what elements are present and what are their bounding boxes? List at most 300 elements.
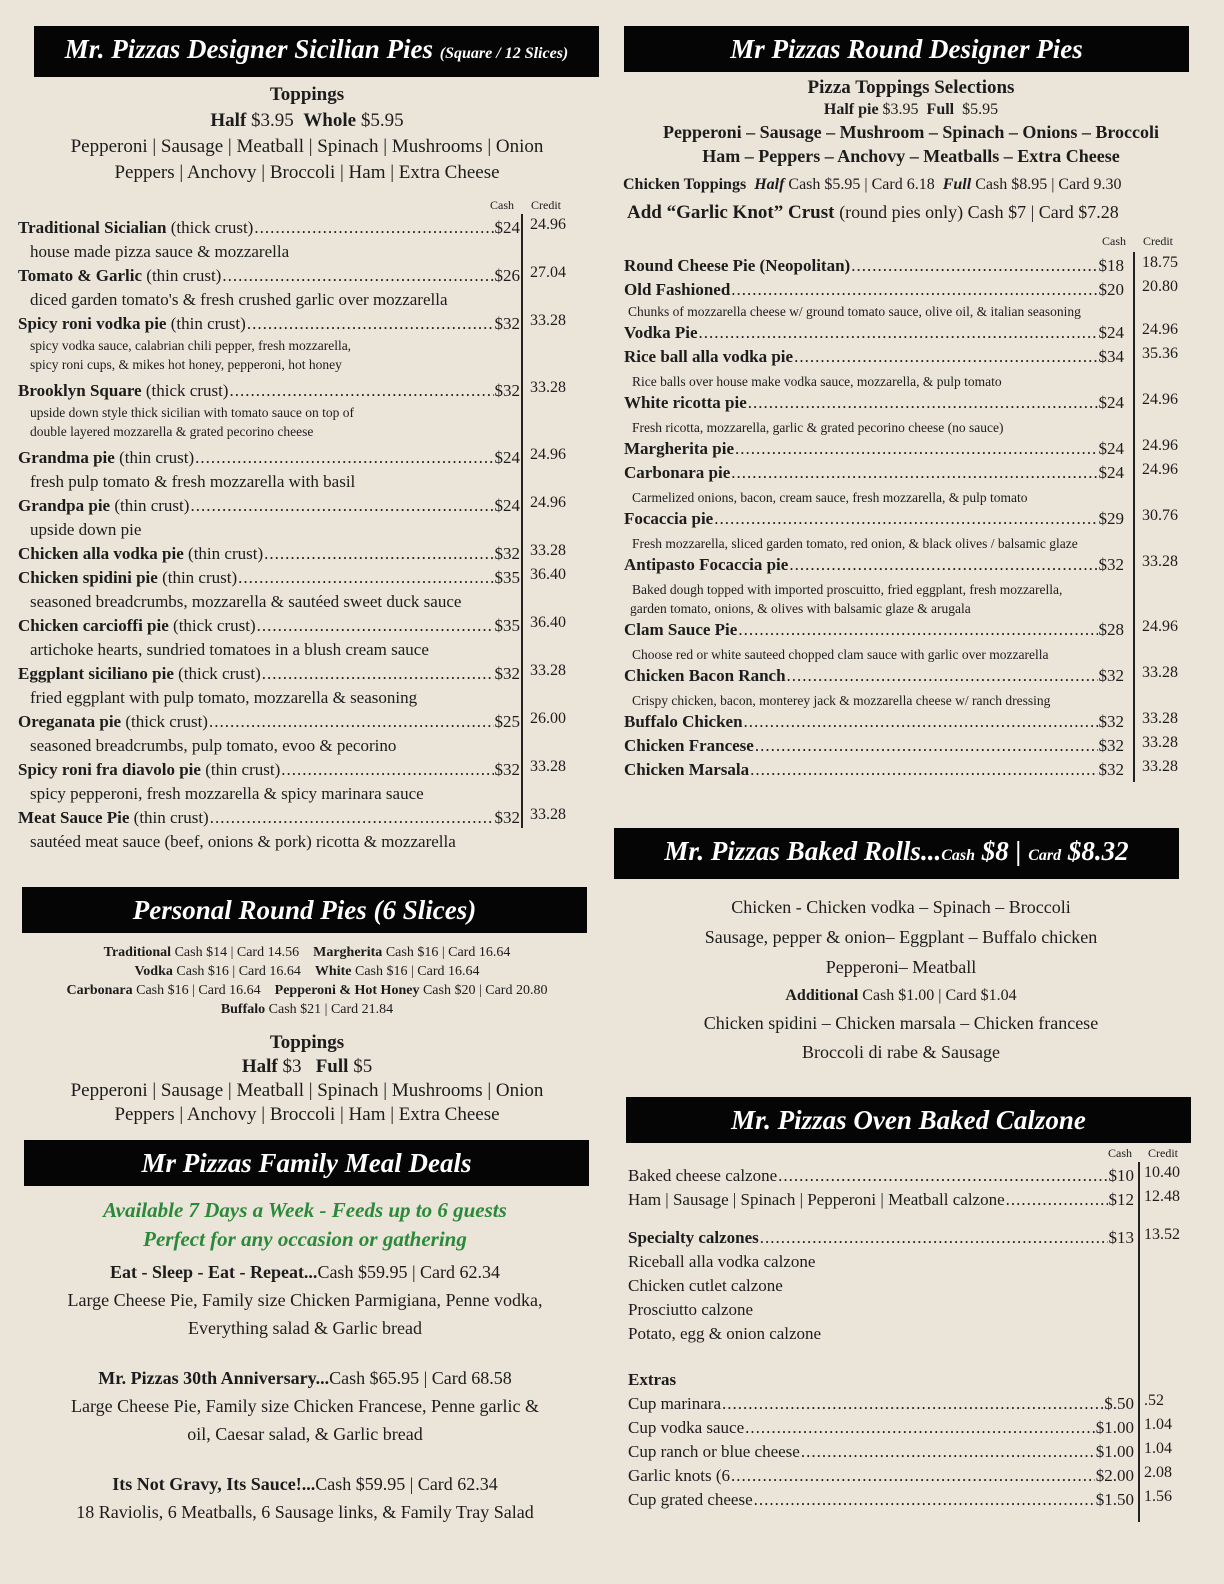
round-item-cash: $32 <box>1098 760 1124 779</box>
leader-dots <box>699 321 1098 345</box>
round-item-row <box>624 618 1124 642</box>
leader-dots <box>229 379 493 403</box>
sicilian-item-name: Chicken alla vodka pie <box>18 544 184 563</box>
rolls-sep: | <box>1015 836 1022 866</box>
round-item-row <box>624 254 1124 278</box>
round-item-name: Vodka Pie <box>624 323 698 342</box>
sicilian-divider <box>521 214 523 828</box>
leader-dots <box>801 1440 1095 1464</box>
family-deal-heading <box>10 1470 600 1498</box>
round-item-name: Rice ball alla vodka pie <box>624 347 794 366</box>
round-banner <box>624 26 1189 72</box>
sicilian-cash-header: Cash <box>490 198 514 212</box>
round-chicken-label: Chicken Toppings <box>623 176 747 193</box>
personal-item-name: Margherita <box>313 945 383 960</box>
personal-item-price: Cash $16 | Card 16.64 <box>136 983 261 998</box>
round-item-name: Margherita pie <box>624 439 734 458</box>
rolls-additional-label: Additional <box>785 987 859 1004</box>
sicilian-item-credit: 33.28 <box>530 806 566 823</box>
personal-line-2 <box>18 962 596 981</box>
sicilian-item-desc: sautéed meat sauce (beef, onions & pork) ricotta & mozzarella <box>30 832 456 851</box>
calzone-item-cash: $10 <box>1108 1166 1134 1185</box>
sicilian-item-row <box>18 542 520 566</box>
round-item-cash: $24 <box>1098 463 1124 482</box>
family-deal-price: Cash $65.95 | Card 68.58 <box>329 1368 512 1388</box>
personal-line-1 <box>18 943 596 962</box>
sicilian-item-credit: 24.96 <box>530 216 566 233</box>
personal-line-4 <box>18 1000 596 1019</box>
personal-item-name: Buffalo <box>220 1002 266 1017</box>
round-item-name: Chicken Bacon Ranch <box>624 666 786 685</box>
leader-dots <box>209 710 494 734</box>
round-divider <box>1133 252 1135 782</box>
round-item-cash: $32 <box>1098 736 1124 755</box>
family-banner <box>24 1140 589 1186</box>
sicilian-item-name: Brooklyn Square <box>18 381 142 400</box>
family-deal <box>10 1258 600 1342</box>
calzone-extra-name: Cup vodka sauce <box>628 1418 745 1437</box>
sicilian-item-cash: $24 <box>494 218 520 237</box>
personal-item-price: Cash $20 | Card 20.80 <box>422 983 548 998</box>
round-item <box>624 758 749 782</box>
sicilian-item-credit: 33.28 <box>530 379 566 396</box>
sicilian-topping-prices <box>18 108 596 134</box>
sicilian-item-desc: diced garden tomato's & fresh crushed garlic over mozzarella <box>30 290 448 309</box>
round-half-price: $3.95 <box>882 101 919 118</box>
round-item-row <box>624 507 1124 531</box>
round-item-credit: 24.96 <box>1142 321 1178 338</box>
round-item <box>624 664 786 688</box>
personal-item-price: Cash $21 | Card 21.84 <box>268 1002 394 1017</box>
calzone-extra-cash: $1.00 <box>1095 1442 1134 1461</box>
rolls-cash-price: $8 <box>981 836 1009 866</box>
round-item-name: Buffalo Chicken <box>624 712 743 731</box>
family-deal-price: Cash $59.95 | Card 62.34 <box>317 1262 501 1282</box>
sicilian-item-cash: $32 <box>494 808 520 827</box>
calzone-specialty-credit: 13.52 <box>1144 1226 1180 1243</box>
calzone-extra-row <box>628 1488 1134 1512</box>
sicilian-item <box>18 494 189 518</box>
round-item-row <box>624 758 1124 782</box>
leader-dots <box>760 1226 1108 1250</box>
personal-item-name: Carbonara <box>66 983 133 998</box>
sicilian-title: Mr. Pizzas Designer Sicilian Pies <box>64 34 434 64</box>
sicilian-item-desc: double layered mozzarella & grated pecorino cheese <box>30 424 314 439</box>
family-deal-desc: 18 Raviolis, 6 Meatballs, 6 Sausage links, & Family Tray Salad <box>76 1502 534 1522</box>
calzone-extra-credit: .52 <box>1144 1392 1164 1409</box>
round-item-cash: $32 <box>1098 666 1124 685</box>
sicilian-item-desc: upside down style thick sicilian with tomato sauce on top of <box>30 405 354 420</box>
calzone-specialty-row <box>628 1226 1134 1250</box>
sicilian-item-credit: 27.04 <box>530 264 566 281</box>
rolls-card-small: Card <box>1028 847 1062 864</box>
leader-dots <box>794 345 1097 369</box>
calzone-extra-cash: $1.50 <box>1095 1490 1134 1509</box>
round-item-credit: 33.28 <box>1142 553 1178 570</box>
leader-dots <box>731 278 1097 302</box>
sicilian-item-name: Oreganata pie <box>18 712 122 731</box>
round-item-row <box>624 553 1124 577</box>
leader-dots <box>190 494 493 518</box>
leader-dots <box>745 1416 1095 1440</box>
sicilian-item-desc: seasoned breadcrumbs, mozzarella & sautéed sweet duck sauce <box>30 592 462 611</box>
sicilian-item-row <box>18 312 520 336</box>
rolls-line-1: Chicken - Chicken vodka – Spinach – Broccoli <box>731 897 1071 917</box>
sicilian-item-desc: seasoned breadcrumbs, pulp tomato, evoo & pecorino <box>30 736 397 755</box>
leader-dots <box>722 1392 1103 1416</box>
round-title: Mr Pizzas Round Designer Pies <box>730 34 1083 64</box>
round-full-price: $5.95 <box>962 101 999 118</box>
calzone-extra-credit: 1.04 <box>1144 1416 1172 1433</box>
sicilian-whole-price: $5.95 <box>360 110 404 131</box>
calzone-extra-cash: $2.00 <box>1095 1466 1134 1485</box>
round-item-credit: 33.28 <box>1142 710 1178 727</box>
round-cash-header: Cash <box>1102 234 1126 248</box>
round-item-desc: Rice balls over house make vodka sauce, mozzarella, & pulp tomato <box>632 374 1002 389</box>
calzone-extra-credit: 2.08 <box>1144 1464 1172 1481</box>
round-item <box>624 461 730 485</box>
personal-toppings-line2: Peppers | Anchovy | Broccoli | Ham | Extra Cheese <box>114 1104 500 1125</box>
rolls-banner <box>614 828 1179 879</box>
round-chicken-half-price: Cash $5.95 | Card 6.18 <box>788 176 935 193</box>
sicilian-item-row <box>18 379 520 403</box>
round-item-name: Chicken Marsala <box>624 760 750 779</box>
sicilian-item-crust: (thin crust) <box>119 448 195 467</box>
personal-prices <box>18 943 596 1019</box>
calzone-item-row <box>628 1164 1134 1188</box>
family-deals-list <box>10 1258 600 1526</box>
sicilian-credit-header: Credit <box>531 198 561 212</box>
family-deal <box>10 1364 600 1448</box>
round-item-credit: 20.80 <box>1142 278 1178 295</box>
sicilian-whole-label: Whole <box>303 110 357 131</box>
rolls-card-price: $8.32 <box>1067 836 1129 866</box>
sicilian-toppings <box>18 82 596 186</box>
round-chicken-full-price: Cash $8.95 | Card 9.30 <box>975 176 1122 193</box>
leader-dots <box>755 734 1098 758</box>
leader-dots <box>744 710 1098 734</box>
personal-item-name: Traditional <box>103 945 172 960</box>
sicilian-item-cash: $32 <box>494 664 520 683</box>
sicilian-item-desc: spicy pepperoni, fresh mozzarella & spicy marinara sauce <box>30 784 424 803</box>
round-item-credit: 24.96 <box>1142 391 1178 408</box>
family-deal-desc: Everything salad & Garlic bread <box>188 1318 422 1338</box>
round-toppings-heading: Pizza Toppings Selections <box>807 77 1015 98</box>
personal-item-price: Cash $16 | Card 16.64 <box>385 945 511 960</box>
personal-toppings-heading: Toppings <box>269 1032 345 1053</box>
sicilian-item-cash: $24 <box>494 496 520 515</box>
leader-dots <box>264 542 493 566</box>
round-item-desc: Fresh ricotta, mozzarella, garlic & grated pecorino cheese (no sauce) <box>632 420 1004 435</box>
sicilian-item-crust: (thick crust) <box>173 616 256 635</box>
leader-dots <box>787 664 1098 688</box>
round-item-row <box>624 321 1124 345</box>
round-garlic-text: (round pies only) Cash $7 | Card $7.28 <box>839 202 1119 222</box>
sicilian-toppings-line2: Peppers | Anchovy | Broccoli | Ham | Extra Cheese <box>114 162 500 183</box>
sicilian-item-crust: (thick crust) <box>125 712 208 731</box>
round-item-desc: Carmelized onions, bacon, cream sauce, fresh mozzarella, & pulp tomato <box>632 490 1028 505</box>
sicilian-item-desc: fresh pulp tomato & fresh mozzarella with basil <box>30 472 356 491</box>
sicilian-item-name: Eggplant siciliano pie <box>18 664 174 683</box>
family-deal-desc: Large Cheese Pie, Family size Chicken Francese, Penne garlic & <box>70 1396 540 1416</box>
family-deal-price: Cash $59.95 | Card 62.34 <box>315 1474 498 1494</box>
spacer <box>628 1346 1134 1368</box>
sicilian-item-name: Grandma pie <box>18 448 115 467</box>
round-item-credit: 24.96 <box>1142 437 1178 454</box>
round-item-row <box>624 391 1124 415</box>
round-item-row <box>624 710 1124 734</box>
sicilian-item-credit: 36.40 <box>530 566 566 583</box>
round-item-credit: 24.96 <box>1142 461 1178 478</box>
round-item-credit: 33.28 <box>1142 664 1178 681</box>
round-full-label: Full <box>926 101 955 118</box>
calzone-cash-header: Cash <box>1108 1146 1132 1160</box>
sicilian-item <box>18 264 221 288</box>
sicilian-item-name: Tomato & Garlic <box>18 266 143 285</box>
sicilian-item-name: Spicy roni fra diavolo pie <box>18 760 201 779</box>
family-deal-heading <box>10 1258 600 1286</box>
rolls-additional <box>604 982 1198 1010</box>
round-item-desc: Baked dough topped with imported proscuitto, fried eggplant, fresh mozzarella, <box>632 582 1063 597</box>
family-deal-desc: Large Cheese Pie, Family size Chicken Parmigiana, Penne vodka, <box>67 1290 543 1310</box>
calzone-banner <box>626 1097 1191 1143</box>
personal-half-label: Half <box>241 1056 278 1077</box>
rolls-line-5: Broccoli di rabe & Sausage <box>802 1042 1000 1062</box>
rolls-additional-price: Cash $1.00 | Card $1.04 <box>862 987 1017 1004</box>
round-item-row <box>624 278 1124 302</box>
calzone-extra-credit: 1.04 <box>1144 1440 1172 1457</box>
round-item <box>624 553 788 577</box>
round-item-cash: $32 <box>1098 555 1124 574</box>
sicilian-menu-list <box>18 216 520 854</box>
round-item-credit: 24.96 <box>1142 618 1178 635</box>
round-item-desc: Choose red or white sauteed chopped clam sauce with garlic over mozzarella <box>632 647 1049 662</box>
calzone-specialty-item: Chicken cutlet calzone <box>628 1276 783 1295</box>
round-item-cash: $24 <box>1098 439 1124 458</box>
round-item <box>624 710 743 734</box>
sicilian-toppings-heading: Toppings <box>269 84 345 105</box>
round-credit-header: Credit <box>1143 234 1173 248</box>
round-item <box>624 618 737 642</box>
rolls-line-2: Sausage, pepper & onion– Eggplant – Buffalo chicken <box>704 927 1098 947</box>
sicilian-item <box>18 806 209 830</box>
family-section <box>10 1196 600 1526</box>
leader-dots <box>731 1464 1095 1488</box>
sicilian-item-desc: artichoke hearts, sundried tomatoes in a blush cream sauce <box>30 640 429 659</box>
calzone-extra-name: Cup marinara <box>628 1394 721 1413</box>
round-item-credit: 30.76 <box>1142 507 1178 524</box>
family-deal <box>10 1470 600 1526</box>
round-item-credit: 35.36 <box>1142 345 1178 362</box>
leader-dots <box>851 254 1097 278</box>
sicilian-item-cash: $32 <box>494 381 520 400</box>
round-item <box>624 391 747 415</box>
calzone-specialty-item: Riceball alla vodka calzone <box>628 1252 816 1271</box>
personal-item-name: Pepperoni & Hot Honey <box>274 983 420 998</box>
leader-dots <box>195 446 493 470</box>
personal-item-price: Cash $16 | Card 16.64 <box>354 964 480 979</box>
personal-item-price: Cash $16 | Card 16.64 <box>176 964 301 979</box>
sicilian-item-crust: (thin crust) <box>170 314 246 333</box>
sicilian-item-crust: (thick crust) <box>145 381 229 400</box>
calzone-title: Mr. Pizzas Oven Baked Calzone <box>731 1105 1086 1135</box>
calzone-extra-row <box>628 1392 1134 1416</box>
sicilian-item-row <box>18 710 520 734</box>
calzone-extra-cash: $.50 <box>1104 1394 1134 1413</box>
calzone-item-credit: 10.40 <box>1144 1164 1180 1181</box>
sicilian-item-credit: 24.96 <box>530 446 566 463</box>
round-item-name: Focaccia pie <box>624 509 714 528</box>
sicilian-item-cash: $25 <box>494 712 520 731</box>
calzone-item-name: Ham | Sausage | Spinach | Pepperoni | Meatball calzone <box>628 1190 1005 1209</box>
round-chicken-toppings <box>623 176 1213 194</box>
round-item-cash: $20 <box>1098 280 1124 299</box>
sicilian-item <box>18 758 280 782</box>
rolls-cash-small: Cash <box>941 847 975 864</box>
round-half-label: Half pie <box>823 101 879 118</box>
round-garlic-label: Add “Garlic Knot” Crust <box>627 202 835 223</box>
sicilian-item-crust: (thin crust) <box>114 496 190 515</box>
leader-dots <box>254 216 493 240</box>
sicilian-item-desc: house made pizza sauce & mozzarella <box>30 242 290 261</box>
sicilian-item-crust: (thick crust) <box>170 218 254 237</box>
rolls-line-4: Chicken spidini – Chicken marsala – Chicken francese <box>703 1013 1099 1033</box>
sicilian-item-row <box>18 662 520 686</box>
leader-dots <box>789 553 1097 577</box>
round-item-credit: 18.75 <box>1142 254 1178 271</box>
calzone-specialty-name: Specialty calzones <box>628 1228 759 1247</box>
sicilian-item-cash: $35 <box>494 616 520 635</box>
round-item-cash: $24 <box>1098 323 1124 342</box>
rolls-line-3: Pepperoni– Meatball <box>825 957 977 977</box>
round-item-cash: $34 <box>1098 347 1124 366</box>
round-item-row <box>624 345 1124 369</box>
round-item <box>624 278 730 302</box>
calzone-extra-credit: 1.56 <box>1144 1488 1172 1505</box>
calzone-extra-cash: $1.00 <box>1095 1418 1134 1437</box>
round-item-name: Carbonara pie <box>624 463 731 482</box>
leader-dots <box>238 566 493 590</box>
personal-topping-prices <box>18 1055 596 1079</box>
calzone-credit-header: Credit <box>1148 1146 1178 1160</box>
round-item-row <box>624 461 1124 485</box>
calzone-item-cash: $12 <box>1108 1190 1134 1209</box>
round-topping-prices <box>614 100 1208 120</box>
round-toppings <box>614 76 1208 168</box>
sicilian-item-crust: (thin crust) <box>133 808 209 827</box>
round-item-credit: 33.28 <box>1142 758 1178 775</box>
family-deal-heading <box>10 1364 600 1392</box>
family-deal-name: Its Not Gravy, Its Sauce!... <box>112 1474 316 1494</box>
round-item-name: Chicken Francese <box>624 736 754 755</box>
personal-half-price: $3 <box>282 1056 302 1077</box>
round-item <box>624 345 793 369</box>
sicilian-item-cash: $24 <box>494 448 520 467</box>
round-item-desc: garden tomato, onions, & olives with balsamic glaze & arugala <box>630 601 971 616</box>
sicilian-item-name: Spicy roni vodka pie <box>18 314 167 333</box>
sicilian-item-credit: 33.28 <box>530 542 566 559</box>
sicilian-item-crust: (thick crust) <box>178 664 261 683</box>
leader-dots <box>210 806 494 830</box>
personal-item-price: Cash $14 | Card 14.56 <box>174 945 300 960</box>
calzone-divider <box>1138 1162 1140 1522</box>
sicilian-item-cash: $32 <box>494 544 520 563</box>
sicilian-item-credit: 26.00 <box>530 710 566 727</box>
round-item-credit: 33.28 <box>1142 734 1178 751</box>
family-deal-name: Eat - Sleep - Eat - Repeat... <box>109 1262 318 1282</box>
sicilian-item-row <box>18 758 520 782</box>
leader-dots <box>247 312 494 336</box>
sicilian-item-cash: $26 <box>494 266 520 285</box>
personal-toppings-line1: Pepperoni | Sausage | Meatball | Spinach | Mushrooms | Onion <box>70 1080 544 1101</box>
calzone-extra-name: Cup ranch or blue cheese <box>628 1442 800 1461</box>
sicilian-item-desc: fried eggplant with pulp tomato, mozzarella & seasoning <box>30 688 418 707</box>
round-item-name: Old Fashioned <box>624 280 731 299</box>
leader-dots <box>281 758 493 782</box>
calzone-item-credit: 12.48 <box>1144 1188 1180 1205</box>
sicilian-item <box>18 379 228 403</box>
round-item <box>624 254 850 278</box>
round-item-cash: $28 <box>1098 620 1124 639</box>
sicilian-item <box>18 662 261 686</box>
round-menu-list <box>624 254 1124 782</box>
sicilian-item-cash: $32 <box>494 760 520 779</box>
sicilian-item-credit: 24.96 <box>530 494 566 511</box>
round-garlic-crust <box>627 202 1212 224</box>
round-item <box>624 507 713 531</box>
personal-title: Personal Round Pies (6 Slices) <box>132 895 477 925</box>
calzone-item-name: Baked cheese calzone <box>628 1166 778 1185</box>
round-item-row <box>624 437 1124 461</box>
sicilian-item-cash: $35 <box>494 568 520 587</box>
sicilian-item <box>18 312 246 336</box>
rolls-title: Mr. Pizzas Baked Rolls... <box>664 836 942 866</box>
round-item-name: White ricotta pie <box>624 393 747 412</box>
rolls-section <box>604 892 1198 1068</box>
sicilian-item-cash: $32 <box>494 314 520 333</box>
sicilian-item-row <box>18 494 520 518</box>
round-item <box>624 437 734 461</box>
sicilian-item-credit: 33.28 <box>530 662 566 679</box>
calzone-extras-heading: Extras <box>628 1370 677 1389</box>
personal-toppings <box>18 1031 596 1127</box>
sicilian-item-row <box>18 264 520 288</box>
sicilian-item-row <box>18 566 520 590</box>
sicilian-banner <box>34 26 599 77</box>
sicilian-item-desc: upside down pie <box>30 520 142 539</box>
round-chicken-full: Full <box>942 176 972 193</box>
calzone-extra-row <box>628 1440 1134 1464</box>
calzone-menu-list <box>628 1164 1134 1512</box>
round-item-name: Clam Sauce Pie <box>624 620 738 639</box>
round-item-cash: $18 <box>1098 256 1124 275</box>
sicilian-item-credit: 36.40 <box>530 614 566 631</box>
personal-line-3 <box>18 981 596 1000</box>
leader-dots <box>714 507 1097 531</box>
personal-banner <box>22 887 587 933</box>
sicilian-item <box>18 566 237 590</box>
sicilian-item-row <box>18 806 520 830</box>
sicilian-half-price: $3.95 <box>251 110 294 131</box>
round-item-desc: Chunks of mozzarella cheese w/ ground tomato sauce, olive oil, & italian seasoning <box>628 304 1081 319</box>
sicilian-item <box>18 542 263 566</box>
sicilian-item-crust: (thin crust) <box>162 568 238 587</box>
leader-dots <box>1006 1188 1108 1212</box>
sicilian-item <box>18 614 256 638</box>
calzone-extra-row <box>628 1464 1134 1488</box>
personal-item-name: White <box>314 964 352 979</box>
calzone-extra-name: Garlic knots (6 <box>628 1466 730 1485</box>
